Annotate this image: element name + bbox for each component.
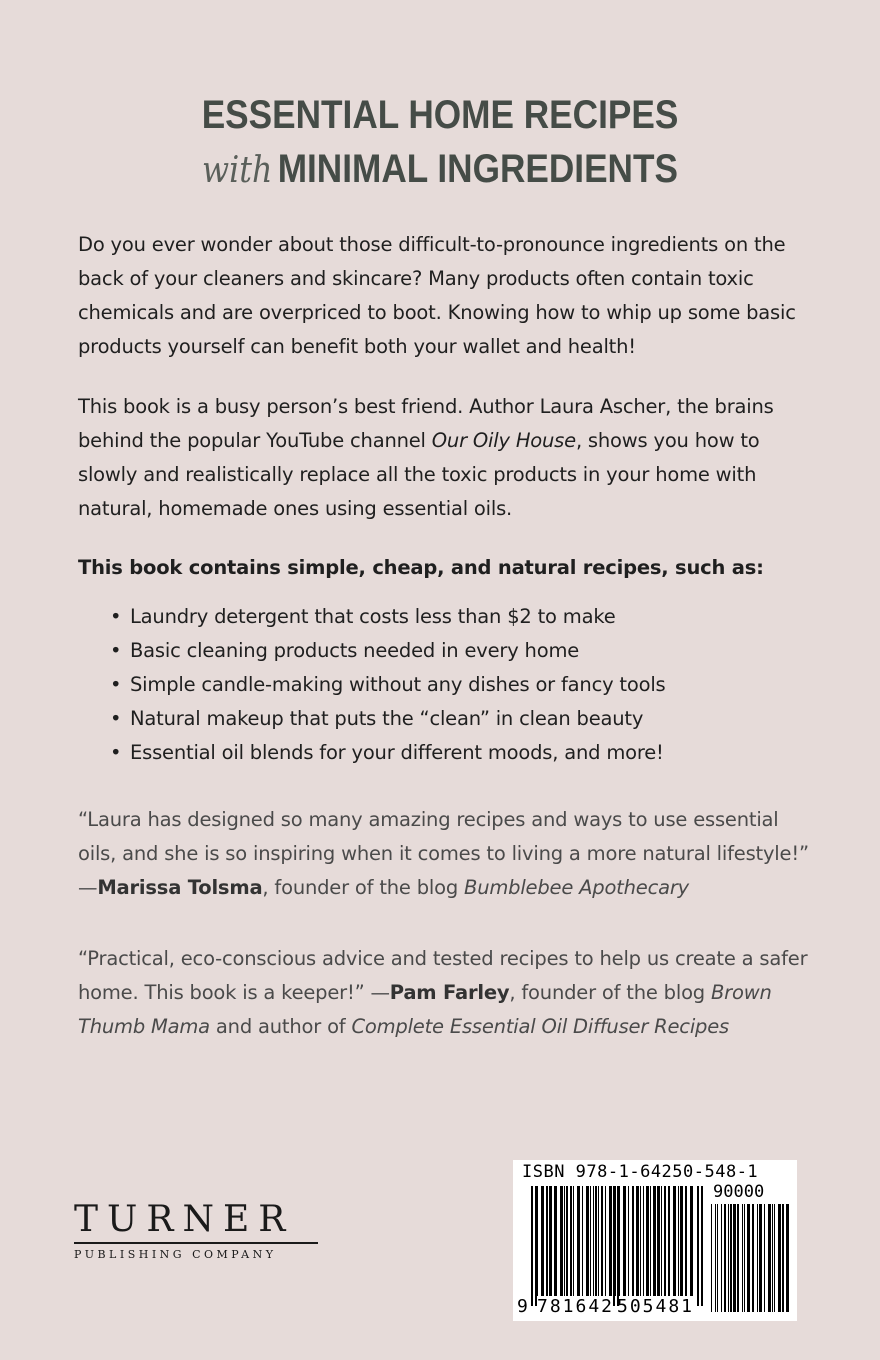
barcode-bar xyxy=(609,1186,612,1296)
barcode-bar xyxy=(640,1186,641,1296)
barcode-bar xyxy=(744,1204,745,1312)
barcode-bar xyxy=(646,1186,649,1296)
barcode-bar xyxy=(657,1186,660,1296)
barcode-bar xyxy=(582,1186,583,1296)
list-item: • Basic cleaning products needed in every home xyxy=(110,639,580,662)
testimonial-2-book: Complete Essential Oil Diffuser Recipes xyxy=(351,1015,729,1038)
barcode-bar xyxy=(673,1186,676,1296)
intro-paragraph: Do you ever wonder about those difficult-to-pronounce ingredients on the back of your cleaners and skincare? Many products often contain toxic chemicals and are overpriced to boot. Knowing how to whip up some basic products yourself can benefit both your wallet and health! xyxy=(78,233,796,358)
barcode-bar xyxy=(711,1204,712,1312)
title-line-1: ESSENTIAL HOME RECIPES xyxy=(201,93,679,137)
barcode-bar xyxy=(757,1204,758,1312)
barcode-bar xyxy=(573,1186,574,1296)
barcode-bar xyxy=(653,1186,656,1296)
barcode-guard-bar xyxy=(531,1186,533,1306)
barcode-bar xyxy=(764,1204,765,1312)
barcode-bar xyxy=(541,1186,544,1296)
cover-title xyxy=(0,92,880,196)
barcode-bar xyxy=(685,1186,687,1296)
testimonial-1: “Laura has designed so many amazing recipes and ways to use essential oils, and she is so inspiring when it comes to living a more natural lifestyle!” —Marissa Tolsma, founder of the blog Bumblebee Apothecary xyxy=(78,808,809,899)
barcode-bar xyxy=(537,1186,538,1296)
barcode-bar xyxy=(690,1186,693,1296)
about-text-after: , shows you how to slowly and realistically replace all the toxic products in your home with natural, homemade ones using essential oils. xyxy=(78,429,760,520)
isbn-label: ISBN 978-1-64250-548-1 xyxy=(522,1162,759,1182)
barcode-bar xyxy=(715,1204,716,1312)
barcode-bar xyxy=(628,1186,629,1296)
publisher-logo xyxy=(74,1200,320,1261)
publisher-name: TURNER xyxy=(74,1199,295,1240)
barcode-bar xyxy=(772,1204,773,1312)
isbn-barcode xyxy=(513,1160,797,1321)
channel-name: Our Oily House xyxy=(431,429,576,452)
barcode-bar xyxy=(623,1186,626,1296)
ean-bars xyxy=(531,1186,703,1306)
barcode-bar xyxy=(601,1186,603,1296)
barcode-bar xyxy=(554,1186,557,1296)
barcode-guard-bar xyxy=(613,1186,615,1306)
barcode-bar xyxy=(774,1204,775,1312)
barcode-bar xyxy=(590,1186,591,1296)
barcode-bar xyxy=(752,1204,754,1312)
barcode-guard-bar xyxy=(701,1186,703,1306)
title-connector: with xyxy=(202,150,273,191)
digits-left: 781642 xyxy=(537,1296,615,1317)
title-line-2-text: MINIMAL INGREDIENTS xyxy=(277,147,678,191)
barcode-bar xyxy=(661,1186,662,1296)
addon-bars xyxy=(711,1204,789,1312)
about-paragraph xyxy=(78,390,818,526)
barcode-bar xyxy=(678,1186,679,1296)
barcode-bar xyxy=(724,1204,726,1312)
barcode-bar xyxy=(728,1204,729,1312)
barcode-guard-bar xyxy=(617,1186,619,1306)
barcode-bar xyxy=(747,1204,750,1312)
barcode-bar xyxy=(768,1204,771,1312)
barcode-bar xyxy=(778,1204,781,1312)
digits-right: 505481 xyxy=(617,1296,695,1317)
about-text-before: This book is a busy person’s best friend. Author Laura Ascher, the brains behind the popular YouTube channel xyxy=(78,395,774,452)
barcode-bar xyxy=(786,1204,789,1312)
barcode-bar xyxy=(782,1204,784,1312)
barcode-bar xyxy=(730,1204,732,1312)
list-item: • Laundry detergent that costs less than $2 to make xyxy=(110,605,616,628)
barcode-bar xyxy=(570,1186,572,1296)
barcode-bar xyxy=(566,1186,568,1296)
barcode-bar xyxy=(586,1186,589,1296)
barcode-bar xyxy=(650,1186,651,1296)
barcode-bar xyxy=(717,1204,718,1312)
barcode-guard-bar xyxy=(535,1186,537,1306)
barcode-bar xyxy=(664,1186,666,1296)
list-item: • Natural makeup that puts the “clean” in clean beauty xyxy=(110,707,644,730)
barcode-bar xyxy=(560,1186,563,1296)
list-lead: This book contains simple, cheap, and natural recipes, such as: xyxy=(78,556,764,579)
testimonial-2: “Practical, eco-conscious advice and tested recipes to help us create a safer home. This book is a keeper!” —Pam Farley, founder of the blog Brown Thumb Mama and author of Complete Essential Oil Diffuser Recipes xyxy=(78,947,808,1038)
barcode-bar xyxy=(593,1186,594,1296)
barcode-bar xyxy=(549,1186,552,1296)
barcode-bar xyxy=(577,1186,580,1296)
logo-rule xyxy=(74,1242,318,1244)
recipe-list xyxy=(110,600,830,770)
barcode-bar xyxy=(636,1186,639,1296)
barcode-bar xyxy=(598,1186,599,1296)
barcode-bar xyxy=(632,1186,634,1296)
list-item: • Simple candle-making without any dishes or fancy tools xyxy=(110,673,666,696)
list-item: • Essential oil blends for your different moods, and more! xyxy=(110,741,664,764)
testimonial-2-source: Brown Thumb Mama xyxy=(78,981,772,1038)
barcode-guard-bar xyxy=(697,1186,699,1306)
barcode-bar xyxy=(742,1204,743,1312)
digit-first: 9 xyxy=(517,1296,528,1317)
barcode-bar xyxy=(643,1186,644,1296)
barcode-bar xyxy=(595,1186,597,1296)
testimonial-1-author: Marissa Tolsma xyxy=(97,876,263,899)
testimonial-2-author: Pam Farley xyxy=(389,981,510,1004)
barcode-bar xyxy=(680,1186,683,1296)
barcode-bar xyxy=(721,1204,722,1312)
testimonial-1-source: Bumblebee Apothecary xyxy=(464,876,690,899)
publisher-tagline: PUBLISHING COMPANY xyxy=(74,1248,277,1261)
barcode-bar xyxy=(564,1186,565,1296)
title-line-2 xyxy=(53,144,827,196)
barcode-bar xyxy=(759,1204,762,1312)
barcode-bar xyxy=(737,1204,739,1312)
barcode-bar xyxy=(733,1204,736,1312)
barcode-bar xyxy=(546,1186,548,1296)
barcode-bar xyxy=(605,1186,606,1296)
barcode-bar xyxy=(668,1186,670,1296)
price-code: 90000 xyxy=(713,1182,765,1202)
